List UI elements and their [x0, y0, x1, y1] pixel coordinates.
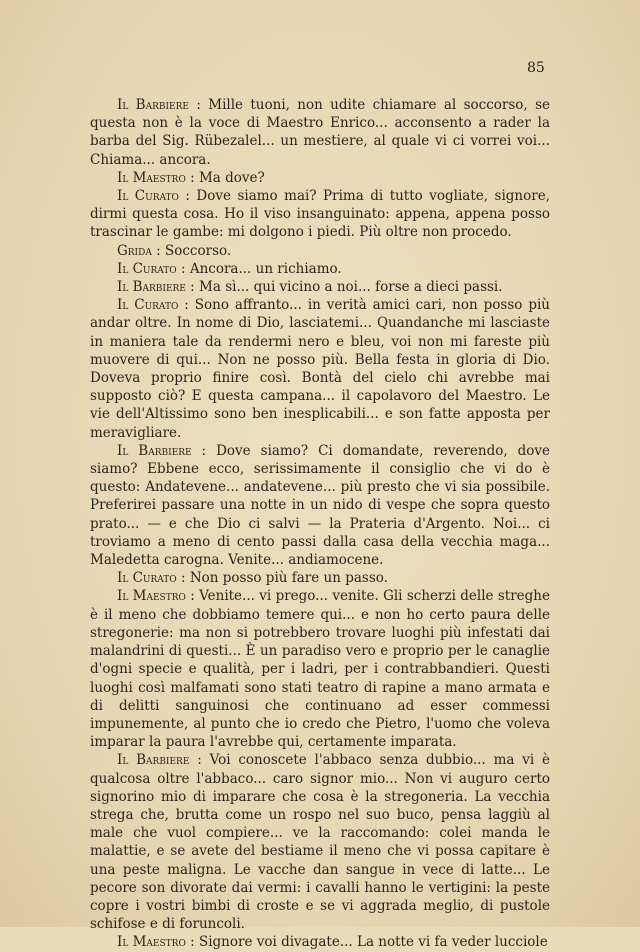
speaker-name: Il Curato — [117, 297, 179, 314]
speaker-separator: : — [191, 442, 217, 459]
speaker-name: Il Maestro — [117, 588, 186, 605]
speaker-name: Grida — [117, 242, 152, 259]
dialogue-paragraph — [90, 751, 550, 933]
speech-text: Soccorso. — [164, 242, 232, 259]
speaker-separator: : — [178, 188, 197, 205]
dialogue-paragraph — [90, 587, 550, 751]
speaker-separator: : — [185, 169, 199, 186]
dialogue-paragraph — [90, 569, 550, 587]
speaker-name: Il Barbiere — [117, 97, 189, 113]
speaker-name: Il Curato — [117, 260, 177, 277]
speaker-name: Il Barbiere — [117, 279, 186, 296]
speaker-separator: : — [176, 260, 190, 277]
speaker-separator: : — [185, 279, 200, 296]
dialogue-paragraph — [90, 278, 550, 296]
speaker-name: Il Maestro — [117, 169, 186, 186]
speaker-separator: : — [185, 934, 199, 951]
speaker-name: Il Curato — [117, 570, 177, 587]
dialogue-paragraph — [90, 260, 550, 278]
speaker-separator: : — [189, 752, 210, 769]
speech-text: Dove siamo mai? Prima di tutto vogliate, signore, dirmi questa cosa. Ho il viso insanguinato: appena, appena posso trascinar le gambe: mi dolgono i piedi. Più oltre non procedo. — [90, 188, 550, 241]
speaker-separator: : — [151, 242, 165, 259]
speech-text: Mille tuoni, non udite chiamare al soccorso, se questa non è la voce di Maestro Enrico... acconsento a rader la barba del Sig. Rübezalel... un mestiere, al quale vi ci vorrei voi... Chiama... ancora. — [90, 97, 550, 168]
dialogue-paragraph — [90, 242, 550, 260]
dialogue-paragraph — [90, 442, 550, 569]
speech-text: Ma dove? — [198, 169, 265, 186]
speech-text: Non posso più fare un passo. — [189, 570, 388, 587]
speech-text: Sono affranto... in verità amici cari, non posso più andar oltre. In nome di Dio, lasciatemi... Quandanche mi lasciaste in maniera tale da rendermi nero e bleu, voi non mi fareste più muovere di qui... Non ne posso più. Bella festa in gloria di Dio. Doveva proprio finire così. Bontà del cielo chi avrebbe mai supposto ciò? E questa campana... il capolavoro del Maestro. Le vie dell'Altissimo sono ben inesplicabili... e son fatte apposta per meravigliare. — [90, 297, 550, 441]
speaker-name: Il Curato — [117, 188, 179, 205]
speech-text: Dove siamo? Ci domandate, reverendo, dove siamo? Ebbene ecco, serissimamente il consiglio che vi do è questo: Andatevene... andatevene... più presto che vi sia possibile. Preferirei passare una notte in un nido di vespe che sopra questo prato... — e che Dio ci salvi — la Prateria d'Argento. Noi... ci troviamo a meno di cento passi dalla casa della vecchia maga... Maledetta carogna. Venite... andiamocene. — [90, 442, 551, 569]
speaker-separator: : — [178, 297, 195, 314]
speech-text: Ma sì... qui vicino a noi... forse a dieci passi. — [199, 279, 503, 296]
dialogue-paragraph — [90, 933, 550, 951]
speaker-separator: : — [188, 97, 209, 113]
speaker-separator: : — [185, 588, 200, 605]
dialogue-paragraph — [90, 169, 550, 187]
speech-text: Signore voi divagate... La notte vi fa veder lucciole — [198, 934, 548, 951]
speaker-name: Il Barbiere — [117, 752, 190, 769]
dialogue-text — [90, 96, 550, 952]
dialogue-paragraph — [90, 296, 550, 442]
page-number: 85 — [527, 60, 545, 76]
speaker-name: Il Barbiere — [117, 442, 192, 459]
speech-text: Venite... vi prego... venite. Gli scherzi delle streghe è il meno che dobbiamo temere qui... e non ho certo paura delle stregonerie: ma non si potrebbero trovare luoghi più infestati dai malandrini di questi... È un paradiso vero e proprio per le canaglie d'ogni specie e qualità, per i ladri, per i contrabbandieri. Questi luoghi così malfamati sono stati teatro di rapine a mano armata e di delitti sanguinosi che continuano ad esser commessi impunemente, al punto che io credo che Pietro, l'uomo che voleva imparar la paura l'avrebbe qui, certamente imparata. — [90, 588, 550, 751]
speaker-name: Il Maestro — [117, 934, 186, 951]
dialogue-paragraph — [90, 187, 550, 242]
dialogue-paragraph — [90, 96, 550, 169]
speaker-separator: : — [176, 570, 190, 587]
speech-text: Voi conoscete l'abbaco senza dubbio... ma vi è qualcosa oltre l'abbaco... caro signor mio... Non vi auguro certo signorino mio di imparare che cosa è la stregoneria. La vecchia strega che, brutta come un rospo nel suo buco, pensa laggiù al male che vuol compiere... ve la raccomando: colei manda le malattie, e se avete del bestiame il meno che vi possa capitare è una peste maligna. Le vacche dan sangue in vece di latte... Le pecore son divorate dai vermi: i cavalli hanno le vertigini: la peste copre i vostri bimbi di croste e se vi aggrada meglio, di pustole schifose e di foruncoli. — [90, 752, 550, 933]
speech-text: Ancora... un richiamo. — [189, 260, 342, 277]
